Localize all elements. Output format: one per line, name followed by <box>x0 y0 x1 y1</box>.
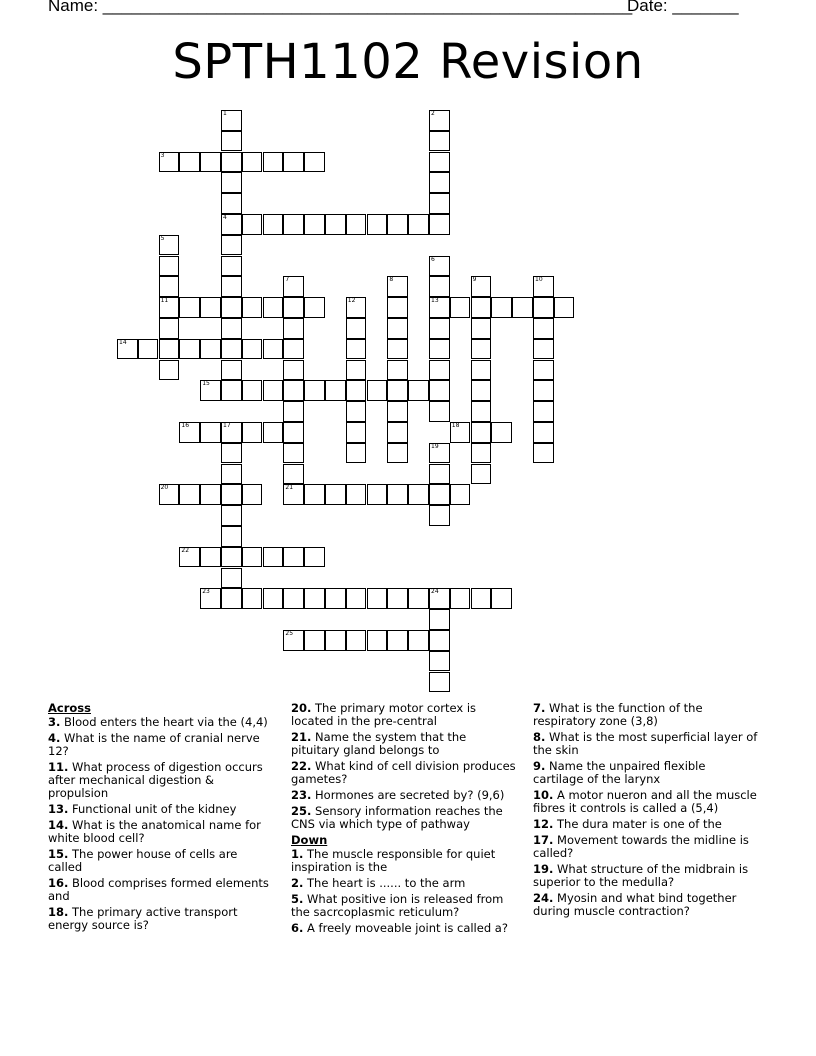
grid-cell[interactable] <box>221 339 242 360</box>
grid-cell[interactable] <box>491 297 512 318</box>
down-heading: Down <box>291 833 328 847</box>
grid-cell[interactable] <box>304 152 325 173</box>
clue-number: 25 <box>285 630 294 637</box>
grid-cell[interactable] <box>221 152 242 173</box>
grid-cell[interactable] <box>533 443 554 464</box>
grid-cell[interactable] <box>408 630 429 651</box>
grid-cell[interactable] <box>429 401 450 422</box>
grid-cell[interactable] <box>429 214 450 235</box>
grid-cell[interactable] <box>533 297 554 318</box>
grid-cell[interactable] <box>387 276 408 297</box>
clue-across-11: 11. What process of digestion occurs after mechanical digestion & propulsion <box>48 760 263 800</box>
grid-cell[interactable] <box>242 422 263 443</box>
grid-cell[interactable] <box>387 588 408 609</box>
grid-cell[interactable] <box>346 588 367 609</box>
clue-across-16: 16. Blood comprises formed elements and <box>48 876 269 903</box>
grid-cell[interactable] <box>304 297 325 318</box>
grid-cell[interactable] <box>283 360 304 381</box>
clues-column-2 <box>291 702 517 938</box>
grid-cell[interactable] <box>387 401 408 422</box>
grid-cell[interactable] <box>429 110 450 131</box>
grid-cell[interactable] <box>221 505 242 526</box>
grid-cell[interactable] <box>429 672 450 693</box>
grid-cell[interactable] <box>200 547 221 568</box>
grid-cell[interactable] <box>471 380 492 401</box>
name-field[interactable]: Name: ________________________________________________________ <box>48 0 633 15</box>
clue-down-7: 7. What is the function of the respiratory zone (3,8) <box>533 701 703 728</box>
grid-cell[interactable] <box>221 484 242 505</box>
grid-cell[interactable] <box>346 297 367 318</box>
clue-down-8: 8. What is the most superficial layer of the skin <box>533 730 758 757</box>
clue-across-4: 4. What is the name of cranial nerve 12? <box>48 731 260 758</box>
grid-cell[interactable] <box>346 484 367 505</box>
clue-number: 17 <box>223 422 231 429</box>
grid-cell[interactable] <box>304 484 325 505</box>
grid-cell[interactable] <box>159 318 180 339</box>
grid-cell[interactable] <box>533 401 554 422</box>
clue-number: 1 <box>223 110 227 117</box>
grid-cell[interactable] <box>221 422 242 443</box>
grid-cell[interactable] <box>283 630 304 651</box>
grid-cell[interactable] <box>471 422 492 443</box>
grid-cell[interactable] <box>471 339 492 360</box>
grid-cell[interactable] <box>221 380 242 401</box>
grid-cell[interactable] <box>471 276 492 297</box>
grid-cell[interactable] <box>221 443 242 464</box>
grid-cell[interactable] <box>450 484 471 505</box>
grid-cell[interactable] <box>450 588 471 609</box>
grid-cell[interactable] <box>263 547 284 568</box>
grid-cell[interactable] <box>283 214 304 235</box>
grid-cell[interactable] <box>429 339 450 360</box>
clue-across-20: 20. The primary motor cortex is located in the pre-central <box>291 701 477 728</box>
page-title: SPTH1102 Revision <box>172 34 644 90</box>
grid-cell[interactable] <box>429 256 450 277</box>
clue-number: 20 <box>160 484 169 492</box>
clue-number: 5 <box>160 234 165 242</box>
grid-cell[interactable] <box>346 214 367 235</box>
clue-down-24: 24. Myosin and what bind together during muscle contraction? <box>533 891 737 918</box>
grid-cell[interactable] <box>429 630 450 651</box>
grid-cell[interactable] <box>283 464 304 485</box>
clue-number: 21 <box>285 484 294 492</box>
grid-cell[interactable] <box>367 588 388 609</box>
grid-cell[interactable] <box>159 276 180 297</box>
clue-down-19: 19. What structure of the midbrain is superior to the medulla? <box>533 862 749 889</box>
grid-cell[interactable] <box>263 152 284 173</box>
clue-down-10: 10. A motor nueron and all the muscle fibres it controls is called a (5,4) <box>533 788 757 815</box>
grid-cell[interactable] <box>367 214 388 235</box>
grid-cell[interactable] <box>283 401 304 422</box>
grid-cell[interactable] <box>304 547 325 568</box>
clue-down-17: 17. Movement towards the midline is called? <box>533 833 749 860</box>
grid-cell[interactable] <box>221 172 242 193</box>
grid-cell[interactable] <box>242 297 263 318</box>
grid-cell[interactable] <box>200 484 221 505</box>
grid-cell[interactable] <box>263 214 284 235</box>
grid-cell[interactable] <box>471 588 492 609</box>
clue-across-15: 15. The power house of cells are called <box>48 847 238 874</box>
grid-cell[interactable] <box>283 318 304 339</box>
grid-cell[interactable] <box>283 422 304 443</box>
grid-cell[interactable] <box>138 339 159 360</box>
grid-cell[interactable] <box>242 214 263 235</box>
grid-cell[interactable] <box>200 152 221 173</box>
grid-cell[interactable] <box>263 380 284 401</box>
clue-number: 15 <box>202 380 210 388</box>
grid-cell[interactable] <box>429 131 450 152</box>
grid-cell[interactable] <box>304 588 325 609</box>
grid-cell[interactable] <box>429 297 450 318</box>
grid-cell[interactable] <box>429 380 450 401</box>
grid-cell[interactable] <box>221 214 242 235</box>
grid-cell[interactable] <box>367 484 388 505</box>
grid-cell[interactable] <box>367 380 388 401</box>
clue-across-18: 18. The primary active transport energy source is? <box>48 905 238 932</box>
grid-cell[interactable] <box>367 630 388 651</box>
clue-number: 10 <box>535 276 543 284</box>
grid-cell[interactable] <box>200 297 221 318</box>
grid-cell[interactable] <box>242 152 263 173</box>
grid-cell[interactable] <box>387 443 408 464</box>
clue-number: 12 <box>347 297 356 305</box>
grid-cell[interactable] <box>429 464 450 485</box>
grid-cell[interactable] <box>283 380 304 401</box>
clue-down-1: 1. The muscle responsible for quiet inspiration is the <box>291 847 496 874</box>
clue-down-6: 6. A freely moveable joint is called a? <box>291 921 508 935</box>
grid-cell[interactable] <box>346 443 367 464</box>
grid-cell[interactable] <box>221 110 242 131</box>
grid-cell[interactable] <box>283 276 304 297</box>
grid-cell[interactable] <box>221 276 242 297</box>
grid-cell[interactable] <box>387 630 408 651</box>
clue-number: 24 <box>431 588 439 596</box>
grid-cell[interactable] <box>450 297 471 318</box>
grid-cell[interactable] <box>429 505 450 526</box>
grid-cell[interactable] <box>471 297 492 318</box>
grid-cell[interactable] <box>179 152 200 173</box>
grid-cell[interactable] <box>159 339 180 360</box>
grid-cell[interactable] <box>263 422 284 443</box>
grid-cell[interactable] <box>429 588 450 609</box>
grid-cell[interactable] <box>471 401 492 422</box>
grid-cell[interactable] <box>346 422 367 443</box>
grid-cell[interactable] <box>429 152 450 173</box>
grid-cell[interactable] <box>200 422 221 443</box>
grid-cell[interactable] <box>429 484 450 505</box>
grid-cell[interactable] <box>242 339 263 360</box>
grid-cell[interactable] <box>429 609 450 630</box>
grid-cell[interactable] <box>117 339 138 360</box>
grid-cell[interactable] <box>179 484 200 505</box>
grid-cell[interactable] <box>159 297 180 318</box>
grid-cell[interactable] <box>387 380 408 401</box>
grid-cell[interactable] <box>179 297 200 318</box>
grid-cell[interactable] <box>533 318 554 339</box>
clues-column-1 <box>48 702 274 935</box>
grid-cell[interactable] <box>429 443 450 464</box>
grid-cell[interactable] <box>429 172 450 193</box>
grid-cell[interactable] <box>283 297 304 318</box>
grid-cell[interactable] <box>429 318 450 339</box>
grid-cell[interactable] <box>429 193 450 214</box>
grid-cell[interactable] <box>159 256 180 277</box>
grid-cell[interactable] <box>221 464 242 485</box>
across-heading: Across <box>48 701 91 715</box>
clue-number: 2 <box>431 110 435 117</box>
grid-cell[interactable] <box>471 360 492 381</box>
clue-across-13: 13. Functional unit of the kidney <box>48 802 237 816</box>
grid-cell[interactable] <box>346 339 367 360</box>
grid-cell[interactable] <box>387 339 408 360</box>
grid-cell[interactable] <box>471 318 492 339</box>
clue-number: 4 <box>223 214 227 221</box>
grid-cell[interactable] <box>221 568 242 589</box>
clue-number: 6 <box>431 255 435 263</box>
grid-cell[interactable] <box>221 318 242 339</box>
grid-cell[interactable] <box>179 547 200 568</box>
clue-number: 11 <box>160 297 169 305</box>
clue-number: 8 <box>389 276 394 284</box>
clue-number: 9 <box>472 276 477 284</box>
clue-across-25: 25. Sensory information reaches the CNS via which type of pathway <box>291 804 503 831</box>
grid-cell[interactable] <box>159 360 180 381</box>
grid-cell[interactable] <box>221 256 242 277</box>
grid-cell[interactable] <box>221 547 242 568</box>
grid-cell[interactable] <box>159 484 180 505</box>
grid-cell[interactable] <box>283 588 304 609</box>
grid-cell[interactable] <box>304 630 325 651</box>
grid-cell[interactable] <box>242 484 263 505</box>
grid-cell[interactable] <box>325 588 346 609</box>
clue-across-23: 23. Hormones are secreted by? (9,6) <box>291 788 505 802</box>
grid-cell[interactable] <box>221 588 242 609</box>
grid-cell[interactable] <box>408 484 429 505</box>
grid-cell[interactable] <box>242 547 263 568</box>
grid-cell[interactable] <box>554 297 575 318</box>
grid-cell[interactable] <box>471 464 492 485</box>
grid-cell[interactable] <box>263 588 284 609</box>
grid-cell[interactable] <box>200 380 221 401</box>
grid-cell[interactable] <box>200 339 221 360</box>
grid-cell[interactable] <box>242 380 263 401</box>
grid-cell[interactable] <box>283 484 304 505</box>
clues-column-3 <box>533 702 759 921</box>
grid-cell[interactable] <box>346 360 367 381</box>
grid-cell[interactable] <box>387 214 408 235</box>
grid-cell[interactable] <box>429 651 450 672</box>
clue-number: 22 <box>181 546 190 554</box>
grid-cell[interactable] <box>283 152 304 173</box>
clue-number: 7 <box>285 276 290 284</box>
grid-cell[interactable] <box>283 547 304 568</box>
clue-number: 14 <box>119 338 127 346</box>
grid-cell[interactable] <box>429 276 450 297</box>
grid-cell[interactable] <box>283 339 304 360</box>
grid-cell[interactable] <box>408 588 429 609</box>
grid-cell[interactable] <box>346 401 367 422</box>
grid-cell[interactable] <box>491 588 512 609</box>
grid-cell[interactable] <box>159 235 180 256</box>
grid-cell[interactable] <box>450 422 471 443</box>
clue-number: 23 <box>202 588 210 596</box>
clue-down-12: 12. The dura mater is one of the <box>533 817 722 831</box>
grid-cell[interactable] <box>221 193 242 214</box>
grid-cell[interactable] <box>512 297 533 318</box>
grid-cell[interactable] <box>200 588 221 609</box>
clue-across-14: 14. What is the anatomical name for white blood cell? <box>48 818 261 845</box>
grid-cell[interactable] <box>533 380 554 401</box>
clue-across-21: 21. Name the system that the pituitary gland belongs to <box>291 730 467 757</box>
grid-cell[interactable] <box>221 526 242 547</box>
grid-cell[interactable] <box>221 297 242 318</box>
grid-cell[interactable] <box>221 235 242 256</box>
grid-cell[interactable] <box>387 360 408 381</box>
grid-cell[interactable] <box>283 443 304 464</box>
grid-cell[interactable] <box>387 318 408 339</box>
grid-cell[interactable] <box>325 484 346 505</box>
grid-cell[interactable] <box>263 297 284 318</box>
grid-cell[interactable] <box>221 360 242 381</box>
grid-cell[interactable] <box>221 131 242 152</box>
grid-cell[interactable] <box>533 360 554 381</box>
clue-number: 3 <box>160 151 165 159</box>
grid-cell[interactable] <box>179 422 200 443</box>
grid-cell[interactable] <box>408 214 429 235</box>
grid-cell[interactable] <box>346 380 367 401</box>
grid-cell[interactable] <box>325 214 346 235</box>
grid-cell[interactable] <box>263 339 284 360</box>
grid-cell[interactable] <box>533 422 554 443</box>
grid-cell[interactable] <box>159 152 180 173</box>
grid-cell[interactable] <box>346 630 367 651</box>
grid-cell[interactable] <box>304 214 325 235</box>
grid-cell[interactable] <box>387 297 408 318</box>
grid-cell[interactable] <box>325 630 346 651</box>
clue-number: 16 <box>181 422 190 429</box>
grid-cell[interactable] <box>242 588 263 609</box>
clue-down-9: 9. Name the unpaired flexible cartilage of the larynx <box>533 759 706 786</box>
grid-cell[interactable] <box>346 318 367 339</box>
clue-down-2: 2. The heart is ...... to the arm <box>291 876 466 890</box>
grid-cell[interactable] <box>533 339 554 360</box>
date-field[interactable]: Date: _______ <box>627 0 739 15</box>
grid-cell[interactable] <box>304 380 325 401</box>
grid-cell[interactable] <box>491 422 512 443</box>
grid-cell[interactable] <box>387 484 408 505</box>
grid-cell[interactable] <box>179 339 200 360</box>
grid-cell[interactable] <box>387 422 408 443</box>
clue-across-22: 22. What kind of cell division produces gametes? <box>291 759 516 786</box>
grid-cell[interactable] <box>408 380 429 401</box>
clue-down-5: 5. What positive ion is released from the sacrcoplasmic reticulum? <box>291 892 504 919</box>
clue-number: 19 <box>431 442 439 450</box>
clue-number: 18 <box>451 422 460 429</box>
grid-cell[interactable] <box>429 360 450 381</box>
grid-cell[interactable] <box>533 276 554 297</box>
clue-across-3: 3. Blood enters the heart via the (4,4) <box>48 715 268 729</box>
clue-number: 13 <box>431 297 439 305</box>
grid-cell[interactable] <box>471 443 492 464</box>
grid-cell[interactable] <box>325 380 346 401</box>
